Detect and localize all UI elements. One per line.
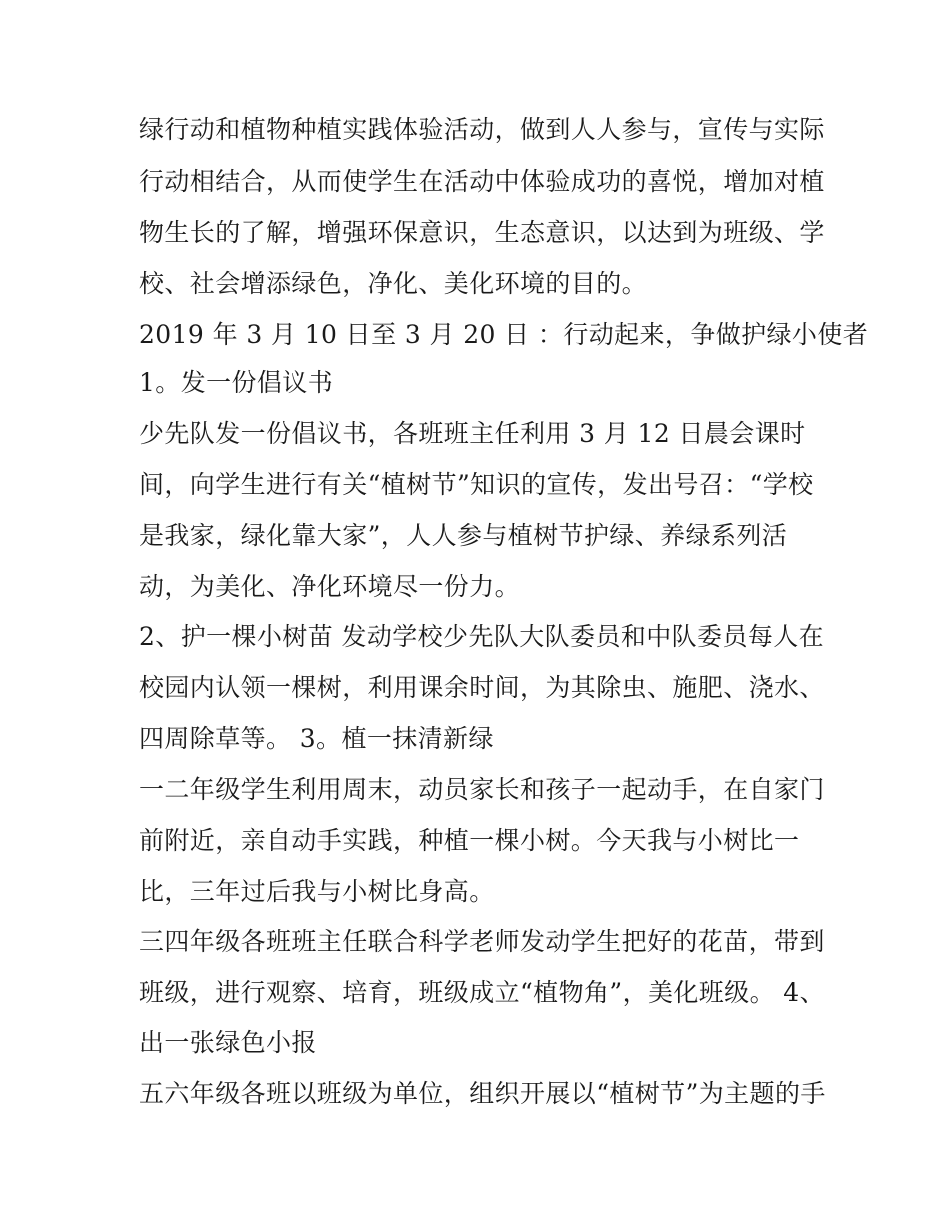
text-line: 间，向学生进行有关“植树节”知识的宣传，发出号召：“学校 bbox=[139, 470, 814, 499]
text-line: 少先队发一份倡议书，各班班主任利用 3 月 12 日晨会课时 bbox=[139, 419, 806, 448]
section-heading: 1。发一份倡议书 bbox=[139, 368, 334, 397]
text-line: 2019 年 3 月 10 日至 3 月 20 日 ：行动起来，争做护绿小使者 bbox=[139, 320, 869, 349]
text-line: 一二年级学生利用周末，动员家长和孩子一起动手，在自家门 bbox=[139, 775, 825, 804]
text-line: 校、社会增添绿色，净化、美化环境的目的。 bbox=[139, 269, 648, 298]
text-line: 绿行动和植物种植实践体验活动，做到人人参与，宣传与实际 bbox=[139, 115, 825, 144]
text-line: 五六年级各班以班级为单位，组织开展以“植树节”为主题的手 bbox=[139, 1079, 826, 1108]
text-line: 四周除草等。 3。植一抹清新绿 bbox=[139, 724, 494, 753]
text-line: 前附近，亲自动手实践，种植一棵小树。今天我与小树比一 bbox=[139, 826, 800, 855]
text-line: 比，三年过后我与小树比身高。 bbox=[139, 877, 495, 906]
text-line: 三四年级各班班主任联合科学老师发动学生把好的花苗，带到 bbox=[139, 927, 825, 956]
text-line: 2、护一棵小树苗 发动学校少先队大队委员和中队委员每人在 bbox=[139, 622, 825, 651]
text-line: 班级，进行观察、培育，班级成立“植物角”，美化班级。 4、 bbox=[139, 978, 826, 1007]
text-line: 校园内认领一棵树，利用课余时间，为其除虫、施肥、浇水、 bbox=[139, 673, 825, 702]
text-line: 是我家，绿化靠大家”，人人参与植树节护绿、养绿系列活 bbox=[139, 521, 788, 550]
section-heading: 出一张绿色小报 bbox=[139, 1028, 317, 1057]
text-line: 动，为美化、净化环境尽一份力。 bbox=[139, 572, 521, 601]
text-line: 物生长的了解，增强环保意识，生态意识，以达到为班级、学 bbox=[139, 218, 825, 247]
text-line: 行动相结合，从而使学生在活动中体验成功的喜悦，增加对植 bbox=[139, 167, 825, 196]
